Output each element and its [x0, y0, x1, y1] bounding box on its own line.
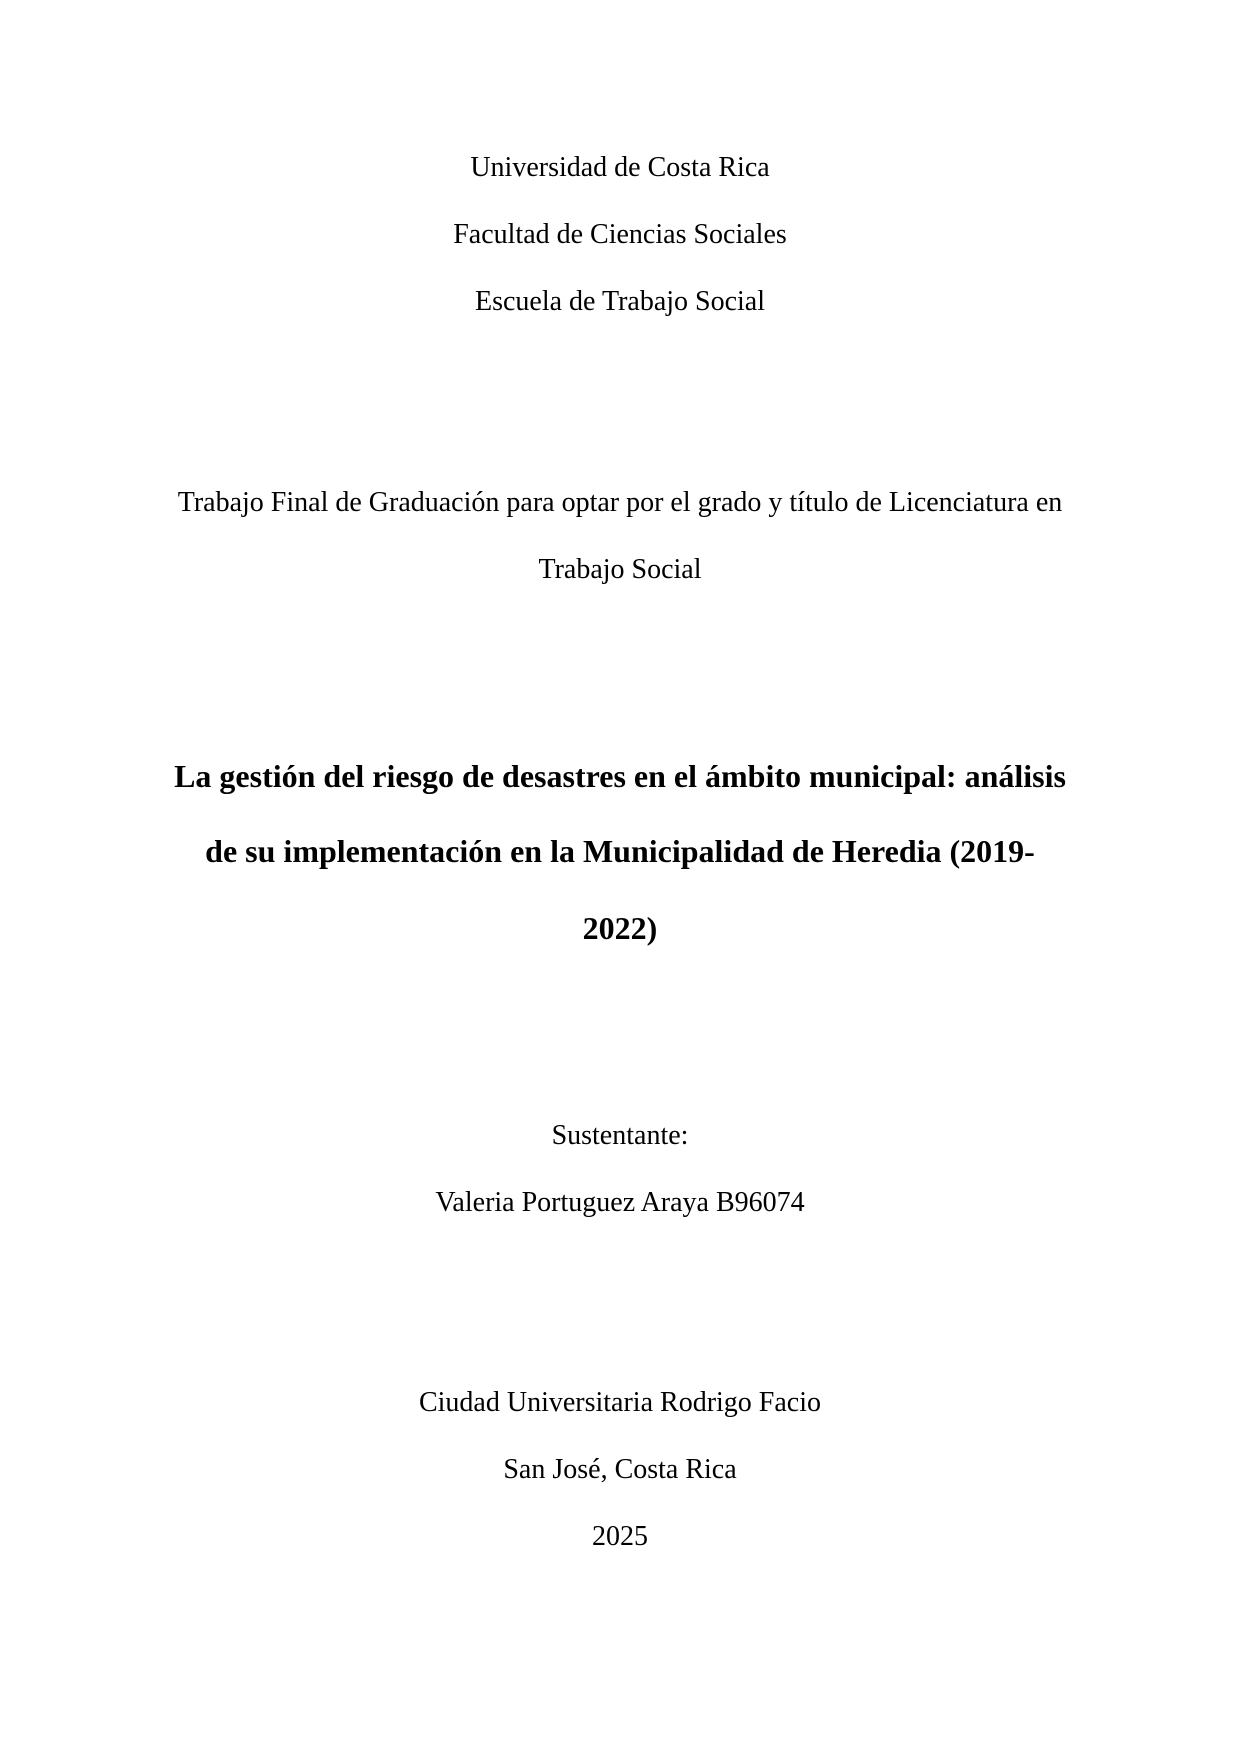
year: 2025 — [592, 1521, 648, 1552]
degree-line-2: Trabajo Social — [538, 554, 702, 585]
degree-line-1: Trabajo Final de Graduación para optar por el grado y título de Licenciatura en — [177, 487, 1063, 518]
city-name: San José, Costa Rica — [503, 1454, 737, 1485]
author-name: Valeria Portuguez Araya B96074 — [435, 1187, 805, 1218]
campus-name: Ciudad Universitaria Rodrigo Facio — [418, 1387, 822, 1418]
thesis-title-line-3: 2022) — [582, 910, 658, 946]
university-name: Universidad de Costa Rica — [470, 152, 770, 183]
school-name: Escuela de Trabajo Social — [474, 286, 766, 317]
thesis-title-line-1: La gestión del riesgo de desastres en el ámbito municipal: análisis — [174, 758, 1066, 794]
thesis-title-line-2: de su implementación en la Municipalidad de Heredia (2019- — [205, 833, 1035, 869]
author-label: Sustentante: — [551, 1120, 689, 1151]
faculty-name: Facultad de Ciencias Sociales — [453, 219, 787, 250]
